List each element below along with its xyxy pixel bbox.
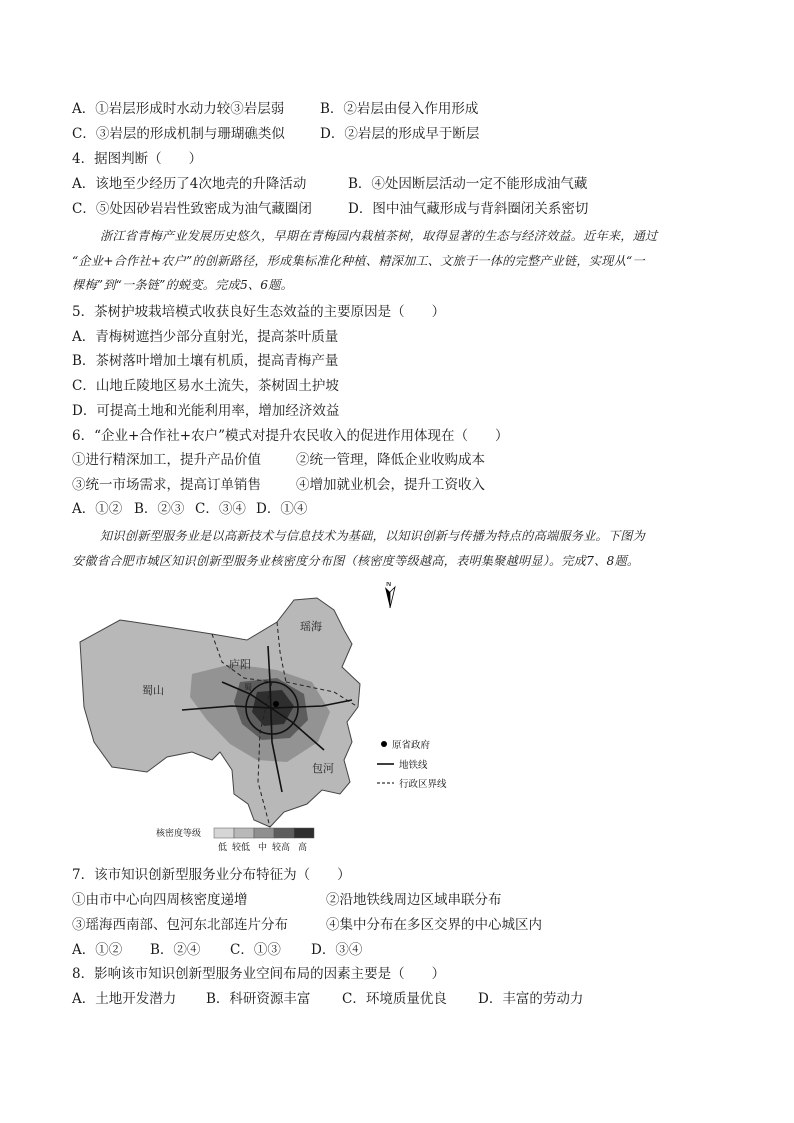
legend-label-boundary: 行政区界线 (399, 779, 447, 790)
q7-choice-b: B．②④ (150, 942, 201, 958)
q6-item-4: ④增加就业机会，提升工资收入 (296, 477, 485, 493)
q6-item-1: ①进行精深加工，提升产品价值 (72, 452, 261, 468)
north-label: N (386, 582, 392, 588)
legend-point-icon (381, 741, 387, 747)
q5-option-d: D．可提高土地和光能利用率，增加经济效益 (72, 403, 340, 419)
q6-choice-b: B．②③ (134, 501, 185, 517)
q5-option-b: B．茶树落叶增加土壤有机质，提高青梅产量 (72, 353, 339, 369)
q5-stem: 5．茶树护坡栽培模式收获良好生态效益的主要原因是（ ） (72, 304, 446, 320)
north-arrow-icon (385, 587, 395, 608)
q5-option-a: A．青梅树遮挡少部分直射光，提高茶叶质量 (72, 329, 339, 345)
q3-option-a: A．①岩层形成时水动力较③岩层弱 (72, 101, 285, 117)
q8-stem: 8．影响该市知识创新型服务业空间布局的因素主要是（ ） (72, 966, 446, 982)
passage1-line2: “企业+合作社+农户”的创新路径，形成集标准化种植、精深加工、文旅于一体的完整产业链，实现从“一 (72, 254, 645, 268)
q7-choice-d: D．③④ (311, 942, 363, 958)
district-label-yaohai: 瑶海 (300, 620, 322, 633)
q6-choice-a: A．①② (72, 501, 123, 517)
density-scale-bar (214, 828, 314, 838)
district-label-shushan: 蜀山 (142, 684, 164, 697)
q4-option-a: A．该地至少经历了4次地壳的升降活动 (72, 176, 307, 192)
q7-stem: 7．该市知识创新型服务业分布特征为（ ） (72, 867, 351, 883)
density-map (72, 582, 492, 852)
q3-option-c: C．③岩层的形成机制与珊瑚礁类似 (72, 126, 285, 142)
q6-item-2: ②统一管理，降低企业收购成本 (296, 452, 485, 468)
q8-choice-c: C．环境质量优良 (342, 991, 447, 1007)
q7-item-1: ①由市中心向四周核密度递增 (72, 892, 248, 908)
q7-item-3: ③瑶海西南部、包河东北部连片分布 (72, 917, 288, 933)
density-level-low: 低 (218, 843, 228, 852)
q7-item-4: ④集中分布在多区交界的中心城区内 (326, 917, 542, 933)
district-label-baohe: 包河 (312, 762, 334, 775)
district-label-small: 蜀 (244, 683, 252, 692)
q8-choice-d: D．丰富的劳动力 (478, 991, 584, 1007)
passage2-line2: 安徽省合肥市城区知识创新型服务业核密度分布图（核密度等级越高，表明集聚越明显）。完成7、8题。 (72, 554, 640, 568)
q4-option-c: C．⑤处因砂岩岩性致密成为油气藏圈闭 (72, 201, 312, 217)
passage2-line1: 知识创新型服务业是以高新技术与信息技术为基础，以知识创新与传播为特点的高端服务业。下图为 (100, 529, 646, 543)
density-scale-title: 核密度等级 (156, 829, 202, 839)
q4-option-b: B．④处因断层活动一定不能形成油气藏 (348, 176, 588, 192)
q4-stem: 4．据图判断（ ） (72, 151, 203, 167)
passage1-line1: 浙江省青梅产业发展历史悠久，早期在青梅园内栽植茶树，取得显著的生态与经济效益。近年来，通过 (100, 229, 658, 243)
provincial-government-point (273, 701, 279, 707)
legend-label-government: 原省政府 (392, 740, 431, 751)
density-level-higher: 较高 (272, 843, 291, 852)
q6-item-3: ③统一市场需求，提高订单销售 (72, 477, 261, 493)
q7-choice-c: C．①③ (230, 942, 281, 958)
q8-choice-a: A．土地开发潜力 (72, 991, 177, 1007)
q6-stem: 6．“企业+合作社+农户”模式对提升农民收入的促进作用体现在（ ） (72, 428, 509, 444)
q6-choice-d: D．①④ (256, 501, 308, 517)
q7-item-2: ②沿地铁线周边区域串联分布 (326, 892, 502, 908)
q5-option-c: C．山地丘陵地区易水土流失，茶树固土护坡 (72, 378, 339, 394)
density-level-mid: 中 (258, 843, 268, 852)
district-label-luyang: 庐阳 (229, 658, 251, 671)
q3-option-d: D．②岩层的形成早于断层 (320, 126, 480, 142)
q8-choice-b: B．科研资源丰富 (206, 991, 311, 1007)
legend-label-subway: 地铁线 (399, 760, 428, 771)
passage1-line3: 棵梅”到“一条链”的蜕变。完成5、6题。 (72, 278, 294, 292)
q3-option-b: B．②岩层由侵入作用形成 (320, 101, 479, 117)
q4-option-d: D．图中油气藏形成与背斜圈闭关系密切 (348, 201, 589, 217)
density-level-high: 高 (298, 843, 308, 852)
density-level-lower: 较低 (232, 843, 251, 852)
q6-choice-c: C．③④ (195, 501, 246, 517)
q7-choice-a: A．①② (72, 942, 123, 958)
